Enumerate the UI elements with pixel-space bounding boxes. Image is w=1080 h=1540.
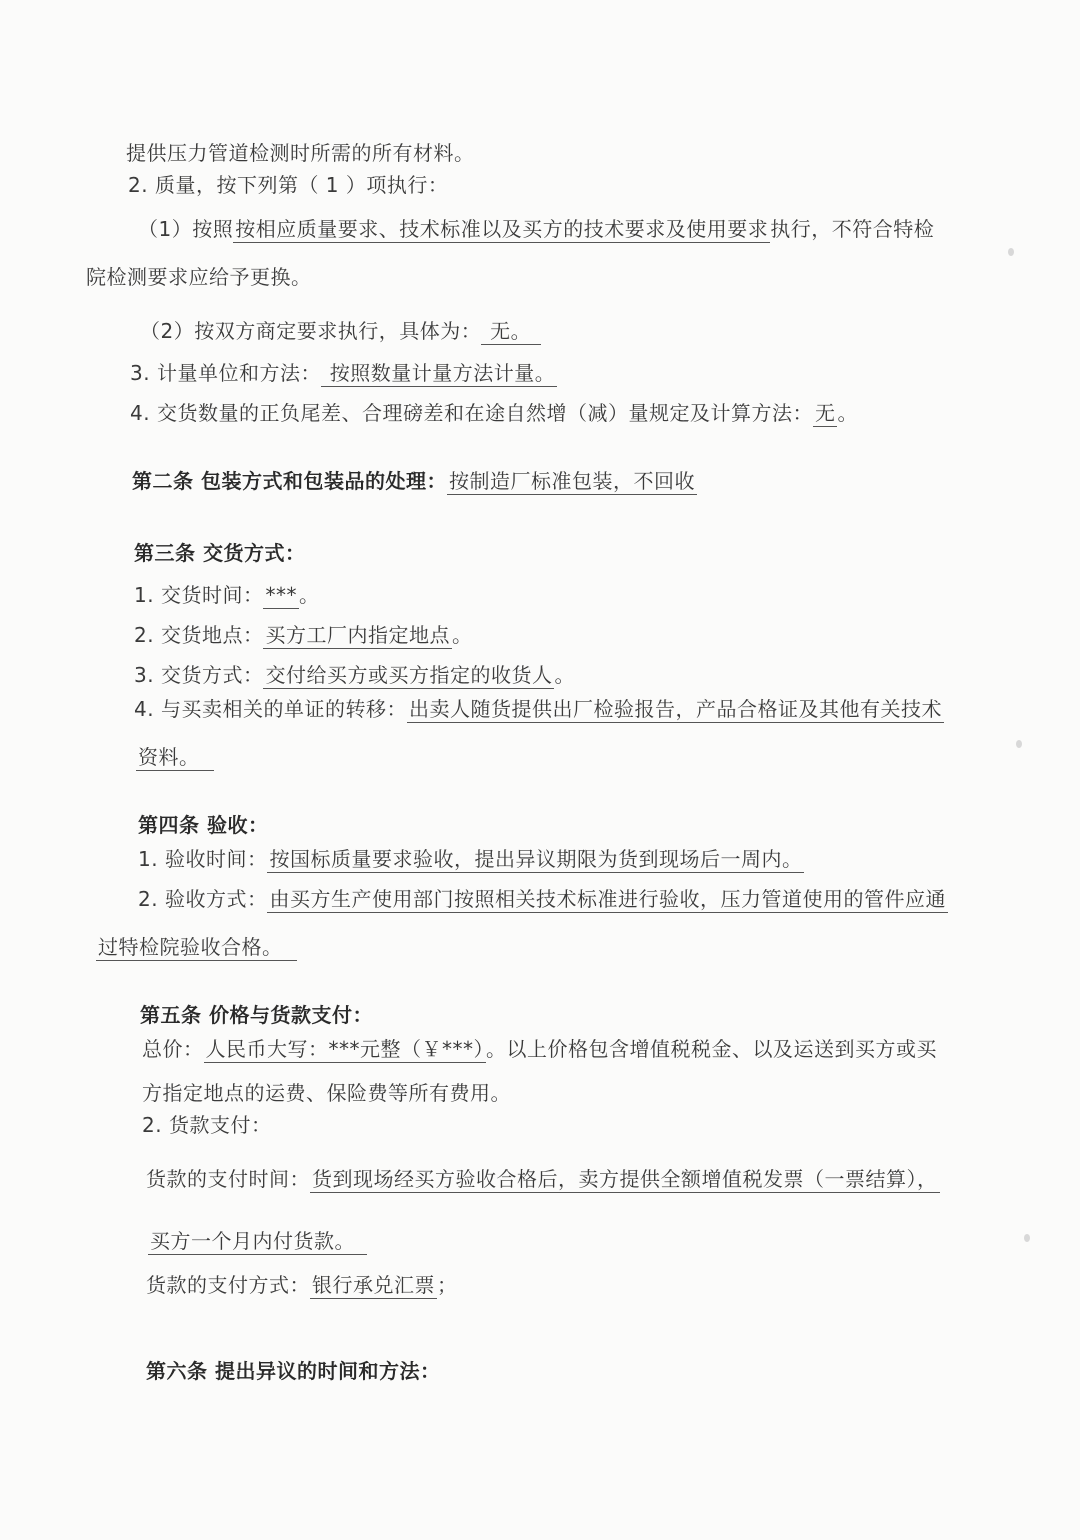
scan-speck: [1016, 740, 1022, 748]
total-price: 总价： 人民币大写：***元整（￥***） 。以上价格包含增值税税金、以及运送到买方或买: [142, 1037, 937, 1061]
delivery-tolerance-line: 4. 交货数量的正负尾差、合理磅差和在途自然增（减）量规定及计算方法： 无 。: [130, 401, 858, 425]
quality-option-1-cont: 院检测要求应给予更换。: [86, 265, 312, 289]
inspection-time: 1. 验收时间： 按国标质量要求验收，提出异议期限为货到现场后一周内。: [138, 847, 803, 871]
article-3-title: 第三条 交货方式：: [134, 541, 306, 565]
article-6-title: 第六条 提出异议的时间和方法：: [146, 1359, 441, 1383]
delivery-place: 2. 交货地点： 买方工厂内指定地点 。: [134, 623, 473, 647]
article-5-title: 第五条 价格与货款支付：: [140, 1003, 373, 1027]
total-price-cont: 方指定地点的运费、保险费等所有费用。: [142, 1081, 511, 1105]
payment-time-cont: 买方一个月内付货款。: [148, 1228, 367, 1254]
quality-option-1: （1）按照 按相应质量要求、技术标准以及买方的技术要求及使用要求 执行，不符合特检: [138, 217, 935, 241]
quality-option-2: （2）按双方商定要求执行，具体为： 无。: [140, 318, 541, 344]
delivery-time: 1. 交货时间： *** 。: [134, 583, 320, 607]
scan-speck: [1008, 248, 1014, 256]
payment-method: 货款的支付方式： 银行承兑汇票 ；: [146, 1273, 458, 1297]
inspection-method: 2. 验收方式： 由买方生产使用部门按照相关技术标准进行验收，压力管道使用的管件应通: [138, 887, 946, 911]
inspection-method-cont: 过特检院验收合格。: [96, 934, 297, 960]
delivery-method: 3. 交货方式： 交付给买方或买方指定的收货人 。: [134, 663, 575, 687]
article-2-title: 第二条 包装方式和包装品的处理：: [132, 469, 447, 493]
measurement-line: 3. 计量单位和方法： 按照数量计量方法计量。: [130, 361, 556, 385]
article-2: [132, 468, 697, 494]
payment-heading: 2. 货款支付：: [142, 1113, 272, 1137]
article-4-title: 第四条 验收：: [138, 813, 269, 837]
document-transfer-cont: 资料。: [136, 744, 214, 770]
payment-time: 货款的支付时间： 货到现场经买方验收合格后，卖方提供全额增值税发票（一票结算），: [146, 1167, 938, 1191]
article-2-value: 按制造厂标准包装，不回收: [448, 469, 695, 493]
scan-speck: [1024, 1234, 1030, 1242]
quality-heading: 2. 质量，按下列第（ 1 ）项执行：: [128, 173, 449, 197]
materials-line: 提供压力管道检测时所需的所有材料。: [126, 141, 475, 165]
document-transfer: 4. 与买卖相关的单证的转移： 出卖人随货提供出厂检验报告，产品合格证及其他有关技术: [134, 697, 942, 721]
